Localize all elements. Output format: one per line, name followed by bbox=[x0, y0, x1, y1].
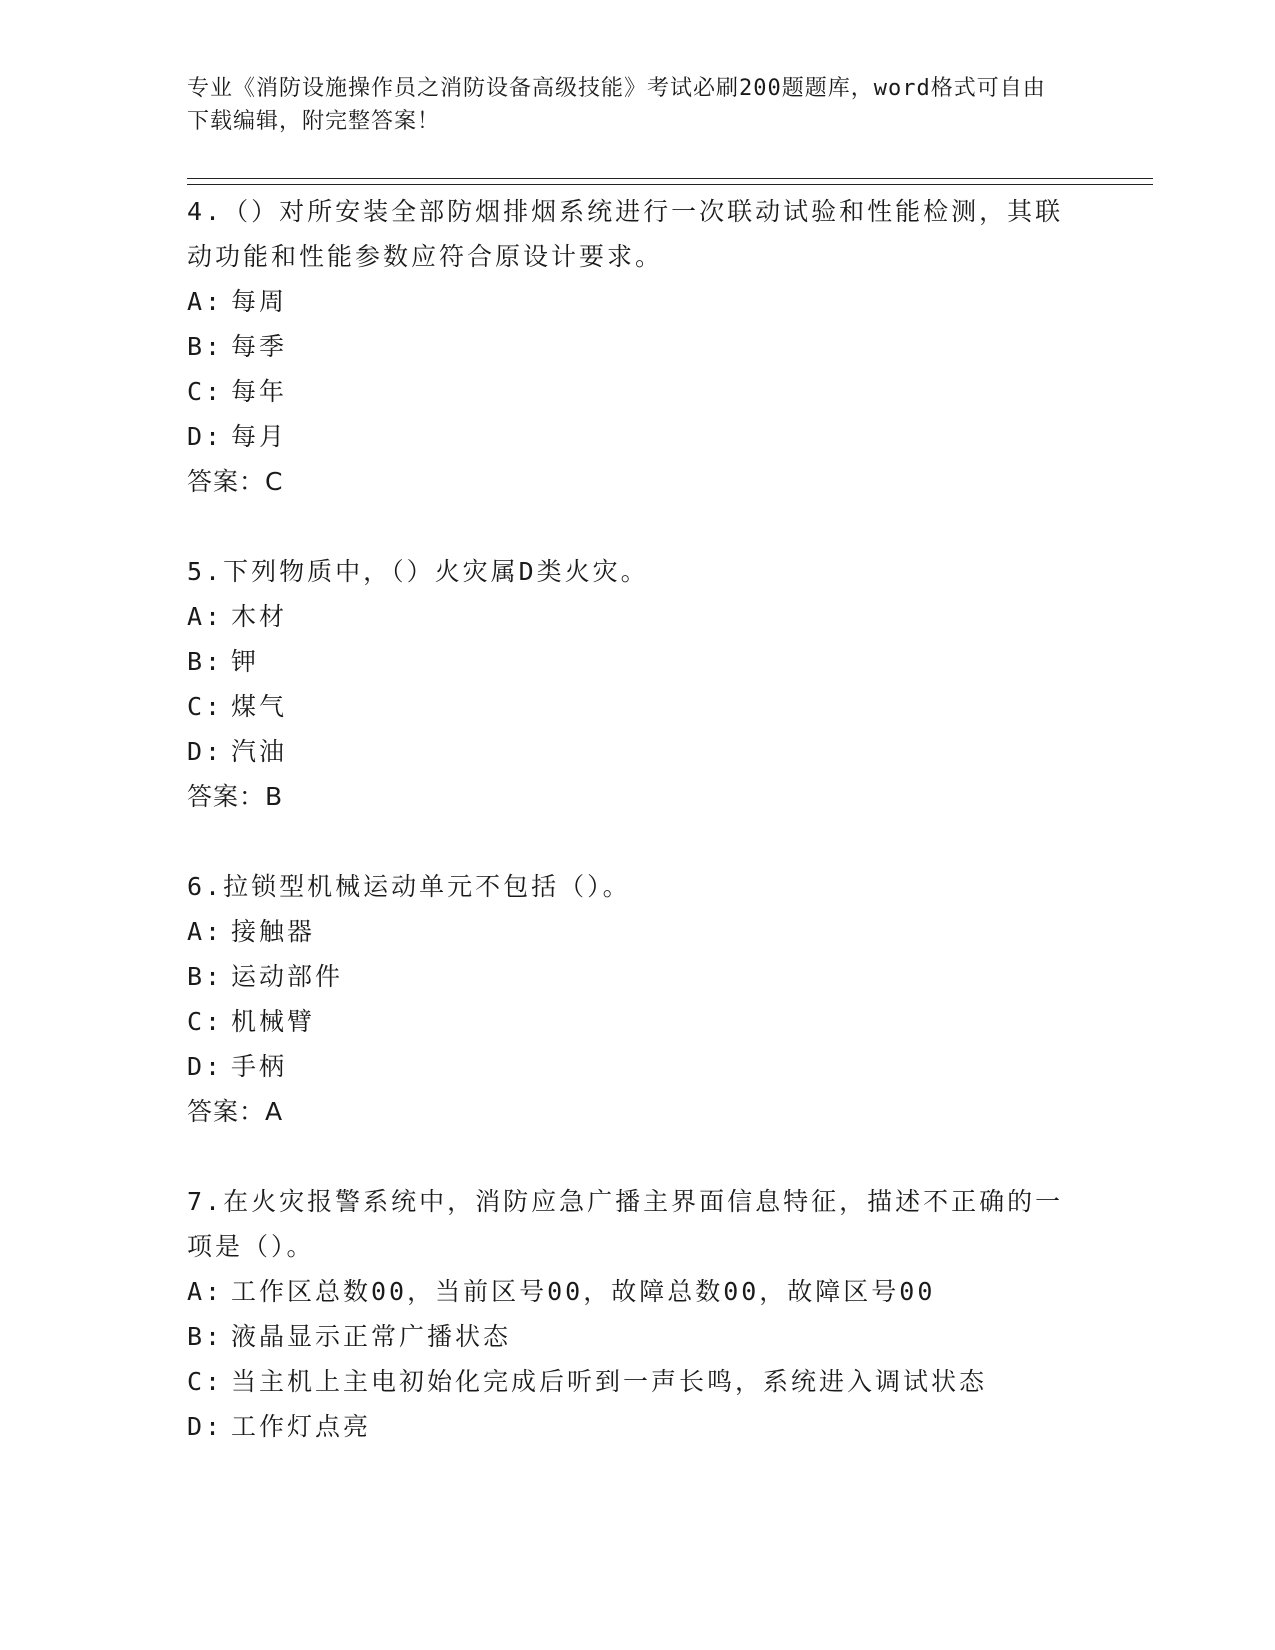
option-b bbox=[187, 1314, 1087, 1359]
option-text: 汽油 bbox=[231, 737, 288, 766]
question-5 bbox=[187, 549, 1087, 819]
option-c bbox=[187, 369, 1087, 414]
option-key: C: bbox=[187, 377, 224, 406]
option-b bbox=[187, 954, 1087, 999]
option-key: C: bbox=[187, 1007, 224, 1036]
option-key: B: bbox=[187, 1322, 224, 1351]
answer-line: 答案：B bbox=[187, 782, 284, 811]
option-text: 每年 bbox=[231, 377, 288, 406]
option-c bbox=[187, 684, 1087, 729]
option-key: D: bbox=[187, 1052, 224, 1081]
option-text: 每月 bbox=[231, 422, 288, 451]
option-key: C: bbox=[187, 1367, 224, 1396]
option-key: A: bbox=[187, 602, 224, 631]
question-6 bbox=[187, 864, 1087, 1134]
question-stem: 6.拉锁型机械运动单元不包括（）。 bbox=[187, 872, 631, 901]
option-d bbox=[187, 1044, 1087, 1089]
option-text: 机械臂 bbox=[231, 1007, 316, 1036]
option-a bbox=[187, 1269, 1087, 1314]
option-key: A: bbox=[187, 1277, 224, 1306]
option-key: B: bbox=[187, 647, 224, 676]
option-b bbox=[187, 324, 1087, 369]
option-text: 接触器 bbox=[231, 917, 316, 946]
question-7 bbox=[187, 1179, 1087, 1449]
option-text: 工作灯点亮 bbox=[231, 1412, 372, 1441]
question-stem: 5.下列物质中，（）火灾属D类火灾。 bbox=[187, 557, 649, 586]
option-text: 液晶显示正常广播状态 bbox=[231, 1322, 512, 1351]
option-d bbox=[187, 414, 1087, 459]
option-text: 工作区总数00，当前区号00，故障总数00，故障区号00 bbox=[231, 1277, 936, 1306]
option-key: B: bbox=[187, 962, 224, 991]
option-d bbox=[187, 729, 1087, 774]
question-4 bbox=[187, 189, 1087, 504]
header-divider-bottom bbox=[187, 184, 1153, 185]
option-key: A: bbox=[187, 287, 224, 316]
question-list bbox=[187, 189, 1087, 1494]
question-stem: 4.（）对所安装全部防烟排烟系统进行一次联动试验和性能检测，其联动功能和性能参数应符合原设计要求。 bbox=[187, 197, 1064, 271]
option-text: 每周 bbox=[231, 287, 288, 316]
option-d bbox=[187, 1404, 1087, 1449]
option-text: 钾 bbox=[231, 647, 260, 676]
option-a bbox=[187, 594, 1087, 639]
option-a bbox=[187, 279, 1087, 324]
question-stem: 7.在火灾报警系统中，消防应急广播主界面信息特征，描述不正确的一项是（）。 bbox=[187, 1187, 1064, 1261]
option-key: B: bbox=[187, 332, 224, 361]
document-header: 专业《消防设施操作员之消防设备高级技能》考试必刷200题题库，word格式可自由下载编辑，附完整答案！ bbox=[187, 76, 1046, 134]
option-text: 木材 bbox=[231, 602, 288, 631]
option-c bbox=[187, 1359, 1087, 1404]
option-text: 手柄 bbox=[231, 1052, 288, 1081]
option-a bbox=[187, 909, 1087, 954]
option-text: 每季 bbox=[231, 332, 288, 361]
option-key: D: bbox=[187, 737, 224, 766]
option-text: 运动部件 bbox=[231, 962, 344, 991]
option-c bbox=[187, 999, 1087, 1044]
option-key: D: bbox=[187, 422, 224, 451]
option-text: 煤气 bbox=[231, 692, 288, 721]
header-divider-top bbox=[187, 178, 1153, 179]
answer-line: 答案：A bbox=[187, 1097, 284, 1126]
option-key: A: bbox=[187, 917, 224, 946]
answer-line: 答案：C bbox=[187, 467, 284, 496]
option-key: D: bbox=[187, 1412, 224, 1441]
option-b bbox=[187, 639, 1087, 684]
option-text: 当主机上主电初始化完成后听到一声长鸣，系统进入调试状态 bbox=[231, 1367, 988, 1396]
option-key: C: bbox=[187, 692, 224, 721]
